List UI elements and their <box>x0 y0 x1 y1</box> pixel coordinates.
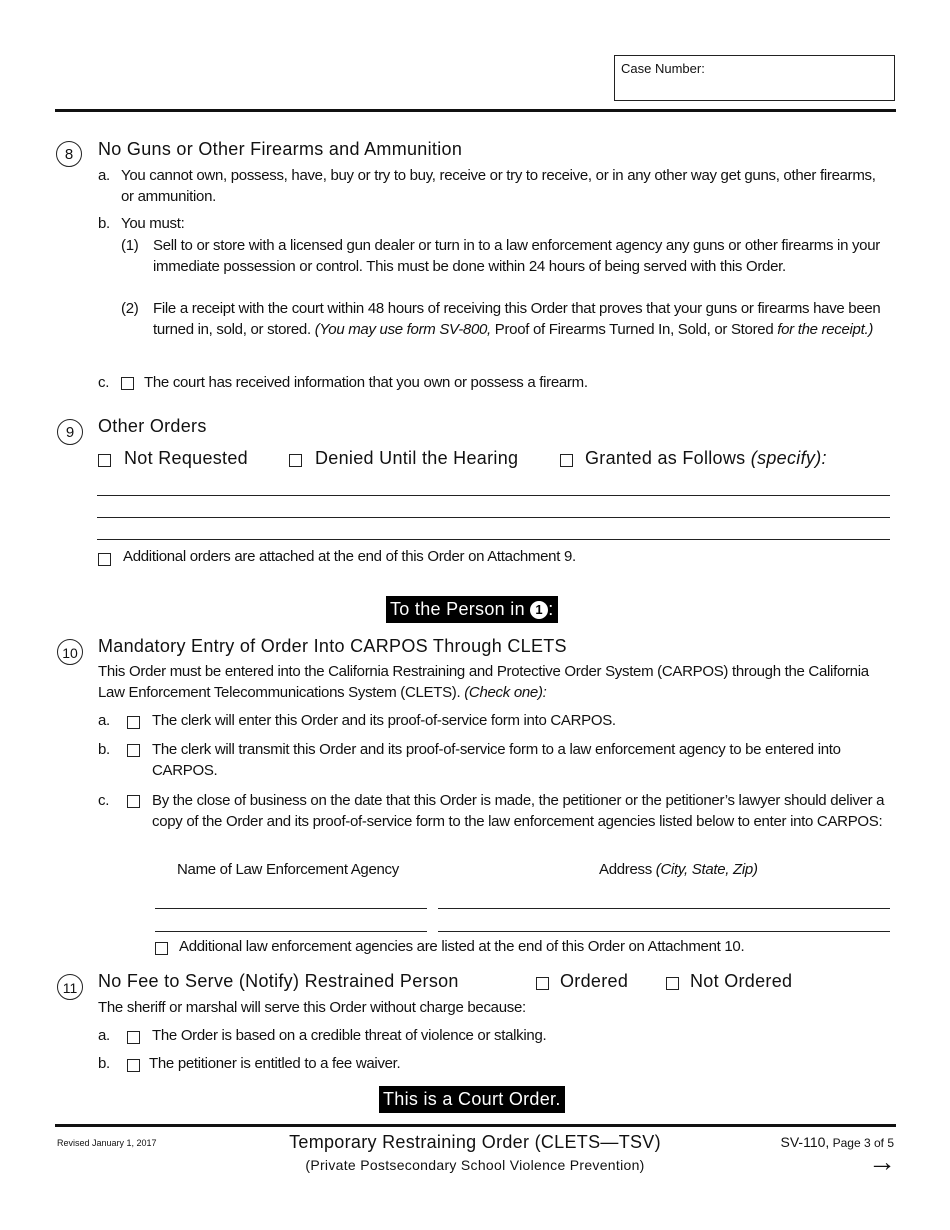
item-10c-label: c. <box>98 792 110 809</box>
item-8b2-form-title: Proof of Firearms Turned In, Sold, or Stored <box>494 320 778 338</box>
item-11a-text: The Order is based on a credible threat of violence or stalking. <box>152 1027 547 1044</box>
other-orders-line-1[interactable] <box>97 495 890 496</box>
section-11-number: 11 <box>57 974 83 1000</box>
section-11-title: No Fee to Serve (Notify) Restrained Person <box>98 971 459 991</box>
item-10c-checkbox[interactable] <box>127 795 140 808</box>
denied-until-hearing-label: Denied Until the Hearing <box>315 448 519 468</box>
case-number-label: Case Number: <box>621 61 705 76</box>
check-one-text: (Check one): <box>464 683 547 701</box>
revised-date: Revised January 1, 2017 <box>57 1138 157 1148</box>
item-11b-checkbox[interactable] <box>127 1059 140 1072</box>
header-rule <box>55 109 896 112</box>
item-8b1-label: (1) <box>121 237 139 254</box>
item-8b-label: b. <box>98 215 110 232</box>
item-10b-checkbox[interactable] <box>127 744 140 757</box>
granted-specify-text: (specify): <box>750 448 827 468</box>
granted-as-follows-checkbox[interactable] <box>560 454 573 467</box>
fee-not-ordered-checkbox[interactable] <box>666 977 679 990</box>
address-line-1[interactable] <box>438 908 890 909</box>
denied-until-hearing-checkbox[interactable] <box>289 454 302 467</box>
granted-as-follows-text: Granted as Follows <box>585 448 751 468</box>
address-column-header <box>599 861 758 879</box>
item-10b-label: b. <box>98 741 110 758</box>
section-9-number: 9 <box>57 419 83 445</box>
item-8b1-text: Sell to or store with a licensed gun dealer or turn in to a law enforcement agency any guns or other firearms in your immediate possession or control. This must be done within 24 hours of being served with this Order. <box>153 237 880 275</box>
fee-not-ordered-label: Not Ordered <box>690 971 793 991</box>
item-11a-checkbox[interactable] <box>127 1031 140 1044</box>
item-8b2-text-note: (You may use form SV-800, <box>314 320 495 338</box>
to-person-banner-text: To the Person in <box>390 599 531 619</box>
item-10a-text: The clerk will enter this Order and its proof-of-service form into CARPOS. <box>152 712 616 729</box>
item-8b2-text-note-end: for the receipt.) <box>777 320 874 338</box>
agency-line-2[interactable] <box>155 931 427 932</box>
item-8a-label: a. <box>98 167 110 184</box>
item-10a-checkbox[interactable] <box>127 716 140 729</box>
attachment-10-text: Additional law enforcement agencies are listed at the end of this Order on Attachment 10. <box>179 938 745 955</box>
granted-as-follows-label <box>585 449 827 467</box>
other-orders-line-3[interactable] <box>97 539 890 540</box>
not-requested-checkbox[interactable] <box>98 454 111 467</box>
attachment-9-checkbox[interactable] <box>98 553 111 566</box>
next-page-arrow-icon[interactable]: → <box>868 1146 896 1177</box>
item-8b2-label: (2) <box>121 300 139 317</box>
section-10-intro <box>98 662 888 703</box>
to-person-banner <box>386 596 558 623</box>
item-11a-label: a. <box>98 1027 110 1044</box>
item-8c-label: c. <box>98 374 110 391</box>
agency-line-1[interactable] <box>155 908 427 909</box>
fee-ordered-label: Ordered <box>560 971 629 991</box>
section-9-title: Other Orders <box>98 416 207 436</box>
section-8-title: No Guns or Other Firearms and Ammunition <box>98 139 463 159</box>
fee-ordered-checkbox[interactable] <box>536 977 549 990</box>
item-8c-checkbox[interactable] <box>121 377 134 390</box>
item-10a-label: a. <box>98 712 110 729</box>
section-8-number: 8 <box>56 141 82 167</box>
item-8a-text: You cannot own, possess, have, buy or try to buy, receive or try to receive, or in any other way get guns, other firearms, or ammunition. <box>121 167 876 205</box>
item-10b-text: The clerk will transmit this Order and its proof-of-service form to a law enforcement agency to be entered into CARPOS. <box>152 741 841 779</box>
section-10-title: Mandatory Entry of Order Into CARPOS Through CLETS <box>98 636 567 656</box>
party-1-number: 1 <box>530 601 548 619</box>
item-10c-text: By the close of business on the date that this Order is made, the petitioner or the petitioner’s lawyer should deliver a copy of the Order and its proof-of-service form to the law enforcement agencies listed below to enter into CARPOS: <box>152 792 885 830</box>
item-8b-text: You must: <box>121 215 185 232</box>
section-10-number: 10 <box>57 639 83 665</box>
attachment-10-checkbox[interactable] <box>155 942 168 955</box>
section-11-intro: The sheriff or marshal will serve this Order without charge because: <box>98 999 526 1016</box>
other-orders-line-2[interactable] <box>97 517 890 518</box>
footer-rule <box>55 1124 896 1127</box>
to-person-banner-suffix: : <box>548 599 554 619</box>
address-column-label: Address <box>599 861 656 878</box>
not-requested-label: Not Requested <box>124 448 248 468</box>
form-title: Temporary Restraining Order (CLETS—TSV) <box>289 1132 661 1152</box>
address-line-2[interactable] <box>438 931 890 932</box>
item-8b2-text <box>153 299 888 340</box>
court-order-banner: This is a Court Order. <box>379 1086 565 1113</box>
page-number: Page 3 of 5 <box>829 1136 894 1150</box>
item-11b-text: The petitioner is entitled to a fee waiver. <box>149 1055 401 1072</box>
case-number-box[interactable] <box>614 55 895 101</box>
form-subtitle: (Private Postsecondary School Violence Prevention) <box>305 1157 645 1173</box>
attachment-9-text: Additional orders are attached at the end of this Order on Attachment 9. <box>123 548 576 565</box>
agency-column-header: Name of Law Enforcement Agency <box>177 861 399 878</box>
form-id: SV-110, <box>780 1134 830 1150</box>
item-8b2-text-main: File a receipt with the court within 48 hours of receiving this Order that proves that your guns or firearms have been turned in, sold, or stored. <box>153 300 881 338</box>
section-10-intro-text: This Order must be entered into the California Restraining and Protective Order System (CARPOS) through the California Law Enforcement Telecommunications System (CLETS). <box>98 663 869 701</box>
address-column-hint: (City, State, Zip) <box>655 861 758 878</box>
item-11b-label: b. <box>98 1055 110 1072</box>
item-8c-text: The court has received information that you own or possess a firearm. <box>144 374 588 391</box>
